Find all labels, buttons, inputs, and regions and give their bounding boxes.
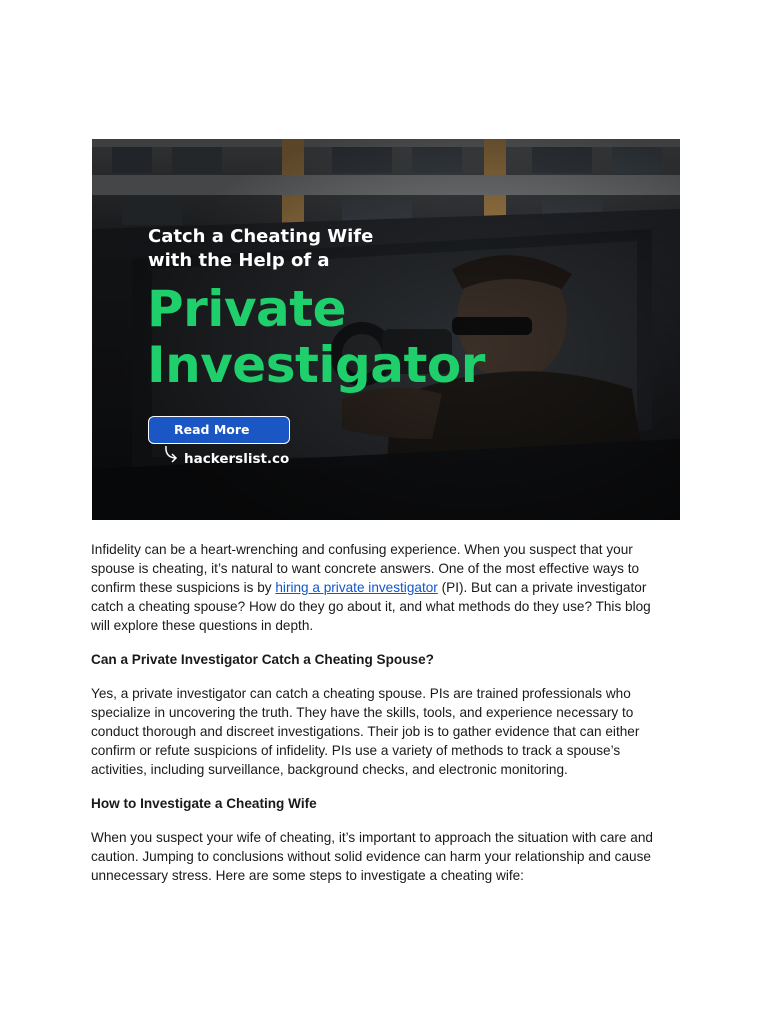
site-name: hackerslist.co xyxy=(184,451,290,467)
hiring-private-investigator-link[interactable]: hiring a private investigator xyxy=(275,580,438,595)
read-more-button[interactable]: Read More xyxy=(148,416,290,444)
paragraph-pi-explanation xyxy=(91,684,671,779)
paragraph-investigate-steps xyxy=(91,828,671,885)
hero-subtitle-line1: Catch a Cheating Wife xyxy=(148,226,374,247)
intro-text-before-link: Infidelity can be a heart-wrenching and confusing experience. When you suspect that your spouse is cheating, it’s natural to want concrete answers. One of the most effective ways to confirm these suspicions is by xyxy=(91,542,640,595)
curved-arrow-icon xyxy=(163,445,183,465)
hero-title xyxy=(147,281,485,393)
paragraph-investigate-steps-text: When you suspect your wife of cheating, it’s important to approach the situation with care and caution. Jumping to conclusions without solid evidence can harm your relationship and cause unnecessary stress. Here are some steps to investigate a cheating wife: xyxy=(91,830,653,883)
paragraph-pi-explanation-text: Yes, a private investigator can catch a cheating spouse. PIs are trained professionals who specialize in uncovering the truth. They have the skills, tools, and experience necessary to conduct thorough and discreet investigations. Their job is to gather evidence that can either confirm or refute suspicions of infidelity. PIs use a variety of methods to track a spouse’s activities, including surveillance, background checks, and electronic monitoring. xyxy=(91,686,640,777)
hero-title-line2: Investigator xyxy=(147,336,485,394)
intro-paragraph xyxy=(91,540,671,635)
intro-text-after-link: (PI). But can a private investigator catch a cheating spouse? How do they go about it, and what methods do they use? This blog will explore these questions in depth. xyxy=(91,580,651,633)
section-heading-can-pi-catch: Can a Private Investigator Catch a Cheating Spouse? xyxy=(91,652,434,667)
hero-subtitle xyxy=(148,225,373,273)
hero-subtitle-line2: with the Help of a xyxy=(148,250,330,271)
section-heading-how-to-investigate: How to Investigate a Cheating Wife xyxy=(91,796,317,811)
hero-banner[interactable] xyxy=(92,139,680,520)
hero-title-line1: Private xyxy=(147,280,347,338)
